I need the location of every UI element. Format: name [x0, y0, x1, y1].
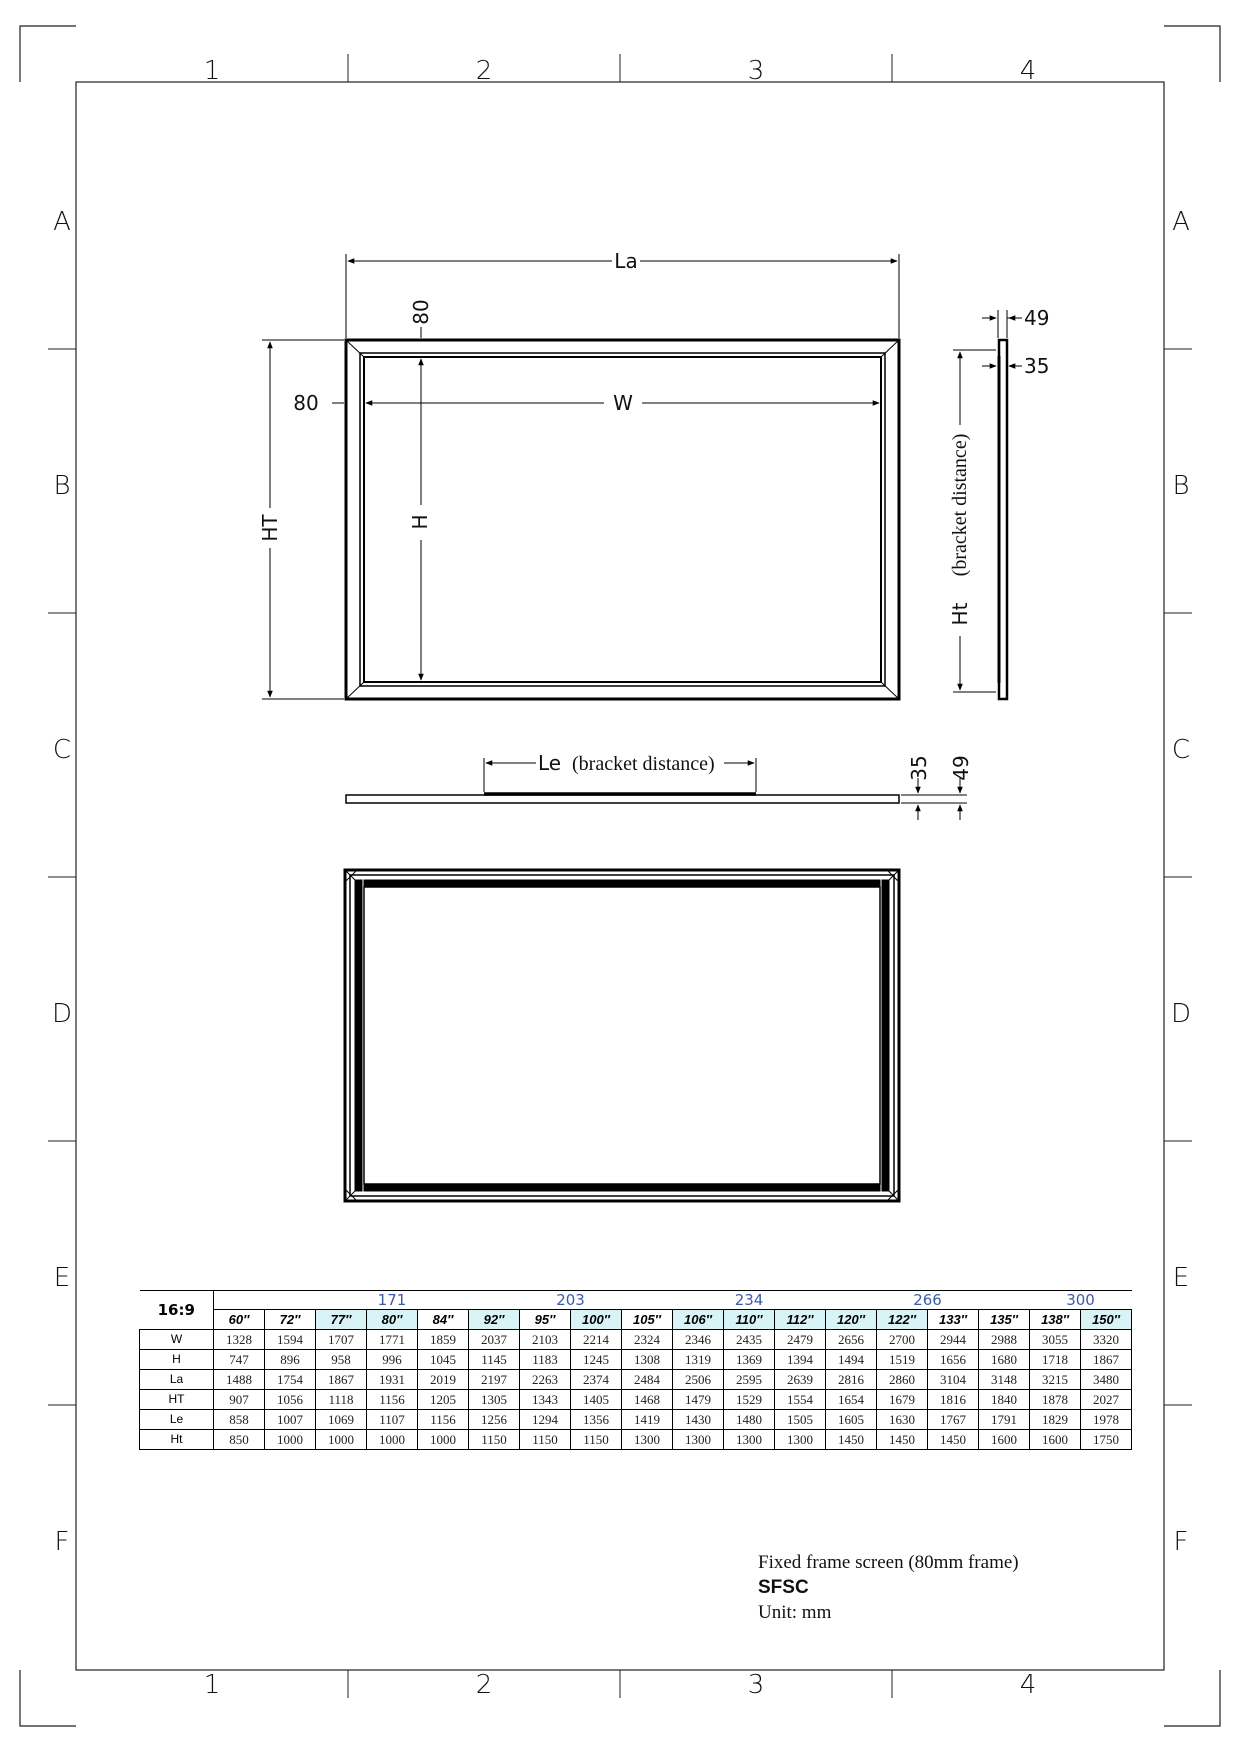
row-label: H [140, 1350, 214, 1370]
screen-size: 138″ [1030, 1310, 1081, 1330]
table-cell: 1718 [1030, 1350, 1081, 1370]
grid-row-left-b: B [53, 471, 71, 501]
screen-size: 92″ [469, 1310, 520, 1330]
table-cell: 2346 [673, 1330, 724, 1350]
table-cell: 1045 [418, 1350, 469, 1370]
table-cell: 1419 [622, 1410, 673, 1430]
table-cell: 1867 [1081, 1350, 1132, 1370]
top-depth-inner-label: 35 [907, 755, 931, 781]
table-cell: 2595 [724, 1370, 775, 1390]
table-row [140, 1370, 1132, 1390]
grid-col-top-3: 3 [747, 56, 765, 86]
table-cell: 1750 [1081, 1430, 1132, 1450]
table-cell: 1707 [316, 1330, 367, 1350]
grid-row-right-f: F [1173, 1527, 1189, 1557]
grid-row-right-d: D [1170, 999, 1192, 1029]
table-cell: 1343 [520, 1390, 571, 1410]
table-cell: 1600 [1030, 1430, 1081, 1450]
table-cell: 2037 [469, 1330, 520, 1350]
table-cell: 2103 [520, 1330, 571, 1350]
table-cell: 1000 [418, 1430, 469, 1450]
grid-col-top-1: 1 [203, 56, 221, 86]
screen-size: 106″ [673, 1310, 724, 1330]
table-cell: 958 [316, 1350, 367, 1370]
table-cell: 1654 [826, 1390, 877, 1410]
screen-size: 110″ [724, 1310, 775, 1330]
table-cell: 850 [214, 1430, 265, 1450]
table-cell: 3480 [1081, 1370, 1132, 1390]
grid-row-right-b: B [1172, 471, 1190, 501]
table-cell: 1488 [214, 1370, 265, 1390]
rear-view [345, 870, 899, 1201]
size-code: 266 [826, 1291, 1030, 1310]
grid-row-right-c: C [1171, 735, 1191, 765]
table-cell: 1468 [622, 1390, 673, 1410]
grid-row-left-c: C [52, 735, 72, 765]
screen-size: 77″ [316, 1310, 367, 1330]
table-cell: 1679 [877, 1390, 928, 1410]
screen-size: 120″ [826, 1310, 877, 1330]
table-cell: 1829 [1030, 1410, 1081, 1430]
side-depth-outer-label: 49 [1024, 306, 1050, 330]
table-cell: 1308 [622, 1350, 673, 1370]
table-cell: 3148 [979, 1370, 1030, 1390]
table-cell: 1150 [520, 1430, 571, 1450]
table-cell: 1791 [979, 1410, 1030, 1430]
screen-size: 84″ [418, 1310, 469, 1330]
table-cell: 858 [214, 1410, 265, 1430]
corner-marks [20, 26, 1220, 1726]
table-cell: 1450 [877, 1430, 928, 1450]
spec-table [139, 1290, 1132, 1450]
table-cell: 1300 [724, 1430, 775, 1450]
grid-row-left-a: A [53, 207, 71, 237]
dim-la-label: La [614, 249, 638, 273]
table-row [140, 1410, 1132, 1430]
grid-row-right-e: E [1172, 1263, 1190, 1293]
table-cell: 2988 [979, 1330, 1030, 1350]
grid-labels [52, 56, 1191, 1700]
table-cell: 1294 [520, 1410, 571, 1430]
grid-row-left-d: D [51, 999, 73, 1029]
dim-frame-top-label: 80 [409, 299, 433, 325]
dim-ht-label: HT [258, 514, 282, 542]
front-view [258, 249, 899, 699]
table-cell: 1000 [316, 1430, 367, 1450]
table-cell: 1859 [418, 1330, 469, 1350]
model-code: SFSC [758, 1577, 809, 1598]
table-cell: 1183 [520, 1350, 571, 1370]
row-label: Le [140, 1410, 214, 1430]
table-cell: 2639 [775, 1370, 826, 1390]
table-cell: 1056 [265, 1390, 316, 1410]
table-cell: 1630 [877, 1410, 928, 1430]
grid-row-left-f: F [54, 1527, 70, 1557]
ratio-cell: 16:9 [140, 1291, 214, 1330]
table-cell: 896 [265, 1350, 316, 1370]
screen-size: 95″ [520, 1310, 571, 1330]
screen-size: 150″ [1081, 1310, 1132, 1330]
table-cell: 1107 [367, 1410, 418, 1430]
table-cell: 1430 [673, 1410, 724, 1430]
table-cell: 1519 [877, 1350, 928, 1370]
table-cell: 2816 [826, 1370, 877, 1390]
side-view [948, 306, 1049, 699]
side-depth-inner-label: 35 [1024, 354, 1050, 378]
table-cell: 2197 [469, 1370, 520, 1390]
screen-size: 112″ [775, 1310, 826, 1330]
table-cell: 1450 [826, 1430, 877, 1450]
table-cell: 1007 [265, 1410, 316, 1430]
top-view [346, 751, 973, 820]
size-code: 234 [673, 1291, 826, 1310]
table-cell: 1505 [775, 1410, 826, 1430]
grid-col-bottom-3: 3 [747, 1670, 765, 1700]
table-cell: 1000 [367, 1430, 418, 1450]
size-code: 300 [1030, 1291, 1132, 1310]
table-cell: 2374 [571, 1370, 622, 1390]
code-row [140, 1291, 1132, 1310]
table-cell: 1156 [418, 1410, 469, 1430]
table-cell: 2263 [520, 1370, 571, 1390]
table-cell: 1319 [673, 1350, 724, 1370]
table-cell: 2484 [622, 1370, 673, 1390]
row-label: La [140, 1370, 214, 1390]
dim-frame-left-label: 80 [293, 391, 319, 415]
table-cell: 3055 [1030, 1330, 1081, 1350]
table-cell: 2944 [928, 1330, 979, 1350]
table-cell: 2214 [571, 1330, 622, 1350]
table-cell: 2479 [775, 1330, 826, 1350]
table-cell: 1480 [724, 1410, 775, 1430]
row-label: W [140, 1330, 214, 1350]
table-cell: 1680 [979, 1350, 1030, 1370]
dim-w-label: W [613, 391, 633, 415]
table-cell: 1205 [418, 1390, 469, 1410]
screen-size: 105″ [622, 1310, 673, 1330]
table-cell: 1156 [367, 1390, 418, 1410]
top-bracket-note: (bracket distance) [572, 753, 715, 775]
table-cell: 2700 [877, 1330, 928, 1350]
table-cell: 2656 [826, 1330, 877, 1350]
unit-note: Unit: mm [758, 1602, 832, 1623]
screen-size: 72″ [265, 1310, 316, 1330]
table-cell: 1600 [979, 1430, 1030, 1450]
grid-col-bottom-1: 1 [203, 1670, 221, 1700]
screen-size: 122″ [877, 1310, 928, 1330]
table-cell: 1150 [469, 1430, 520, 1450]
table-cell: 996 [367, 1350, 418, 1370]
screen-size: 60″ [214, 1310, 265, 1330]
table-cell: 907 [214, 1390, 265, 1410]
table-row [140, 1390, 1132, 1410]
table-cell: 1150 [571, 1430, 622, 1450]
top-depth-outer-label: 49 [949, 755, 973, 781]
table-cell: 1554 [775, 1390, 826, 1410]
table-cell: 1145 [469, 1350, 520, 1370]
table-cell: 1594 [265, 1330, 316, 1350]
row-label: Ht [140, 1430, 214, 1450]
table-row [140, 1350, 1132, 1370]
screen-size: 80″ [367, 1310, 418, 1330]
table-cell: 1494 [826, 1350, 877, 1370]
table-cell: 2324 [622, 1330, 673, 1350]
table-cell: 1479 [673, 1390, 724, 1410]
size-code: 171 [316, 1291, 469, 1310]
table-cell: 1816 [928, 1390, 979, 1410]
table-cell: 2860 [877, 1370, 928, 1390]
table-cell: 1000 [265, 1430, 316, 1450]
table-cell: 1605 [826, 1410, 877, 1430]
code-blank [214, 1291, 316, 1310]
grid-row-left-e: E [53, 1263, 71, 1293]
grid-ticks [48, 54, 1192, 1698]
table-cell: 1767 [928, 1410, 979, 1430]
size-row [140, 1310, 1132, 1330]
top-bracket-label: Le [538, 751, 562, 775]
side-bracket-label: Ht [948, 602, 972, 626]
table-cell: 2027 [1081, 1390, 1132, 1410]
dim-h-label: H [408, 514, 432, 530]
row-label: HT [140, 1390, 214, 1410]
table-cell: 1405 [571, 1390, 622, 1410]
table-cell: 1840 [979, 1390, 1030, 1410]
table-cell: 1256 [469, 1410, 520, 1430]
table-cell: 3320 [1081, 1330, 1132, 1350]
table-cell: 1300 [775, 1430, 826, 1450]
table-cell: 3215 [1030, 1370, 1081, 1390]
table-cell: 1978 [1081, 1410, 1132, 1430]
table-cell: 1656 [928, 1350, 979, 1370]
grid-col-top-2: 2 [475, 56, 493, 86]
table-cell: 2435 [724, 1330, 775, 1350]
grid-col-bottom-2: 2 [475, 1670, 493, 1700]
table-row [140, 1430, 1132, 1450]
table-cell: 1356 [571, 1410, 622, 1430]
grid-row-right-a: A [1172, 207, 1190, 237]
table-cell: 1878 [1030, 1390, 1081, 1410]
table-cell: 3104 [928, 1370, 979, 1390]
grid-col-top-4: 4 [1019, 56, 1037, 86]
table-cell: 1867 [316, 1370, 367, 1390]
table-cell: 1118 [316, 1390, 367, 1410]
screen-size: 100″ [571, 1310, 622, 1330]
table-cell: 1450 [928, 1430, 979, 1450]
table-cell: 1369 [724, 1350, 775, 1370]
grid-col-bottom-4: 4 [1019, 1670, 1037, 1700]
screen-size: 133″ [928, 1310, 979, 1330]
table-cell: 1305 [469, 1390, 520, 1410]
size-code: 203 [469, 1291, 673, 1310]
table-cell: 1300 [622, 1430, 673, 1450]
table-cell: 1328 [214, 1330, 265, 1350]
side-bracket-note: (bracket distance) [949, 433, 971, 577]
table-cell: 1771 [367, 1330, 418, 1350]
table-cell: 1300 [673, 1430, 724, 1450]
table-cell: 2019 [418, 1370, 469, 1390]
table-cell: 1394 [775, 1350, 826, 1370]
table-cell: 2506 [673, 1370, 724, 1390]
table-cell: 1245 [571, 1350, 622, 1370]
table-cell: 1529 [724, 1390, 775, 1410]
screen-size: 135″ [979, 1310, 1030, 1330]
table-cell: 1069 [316, 1410, 367, 1430]
table-row [140, 1330, 1132, 1350]
table-cell: 747 [214, 1350, 265, 1370]
product-title: Fixed frame screen (80mm frame) [758, 1552, 1019, 1573]
title-block [758, 1550, 1019, 1625]
table-cell: 1931 [367, 1370, 418, 1390]
table-cell: 1754 [265, 1370, 316, 1390]
